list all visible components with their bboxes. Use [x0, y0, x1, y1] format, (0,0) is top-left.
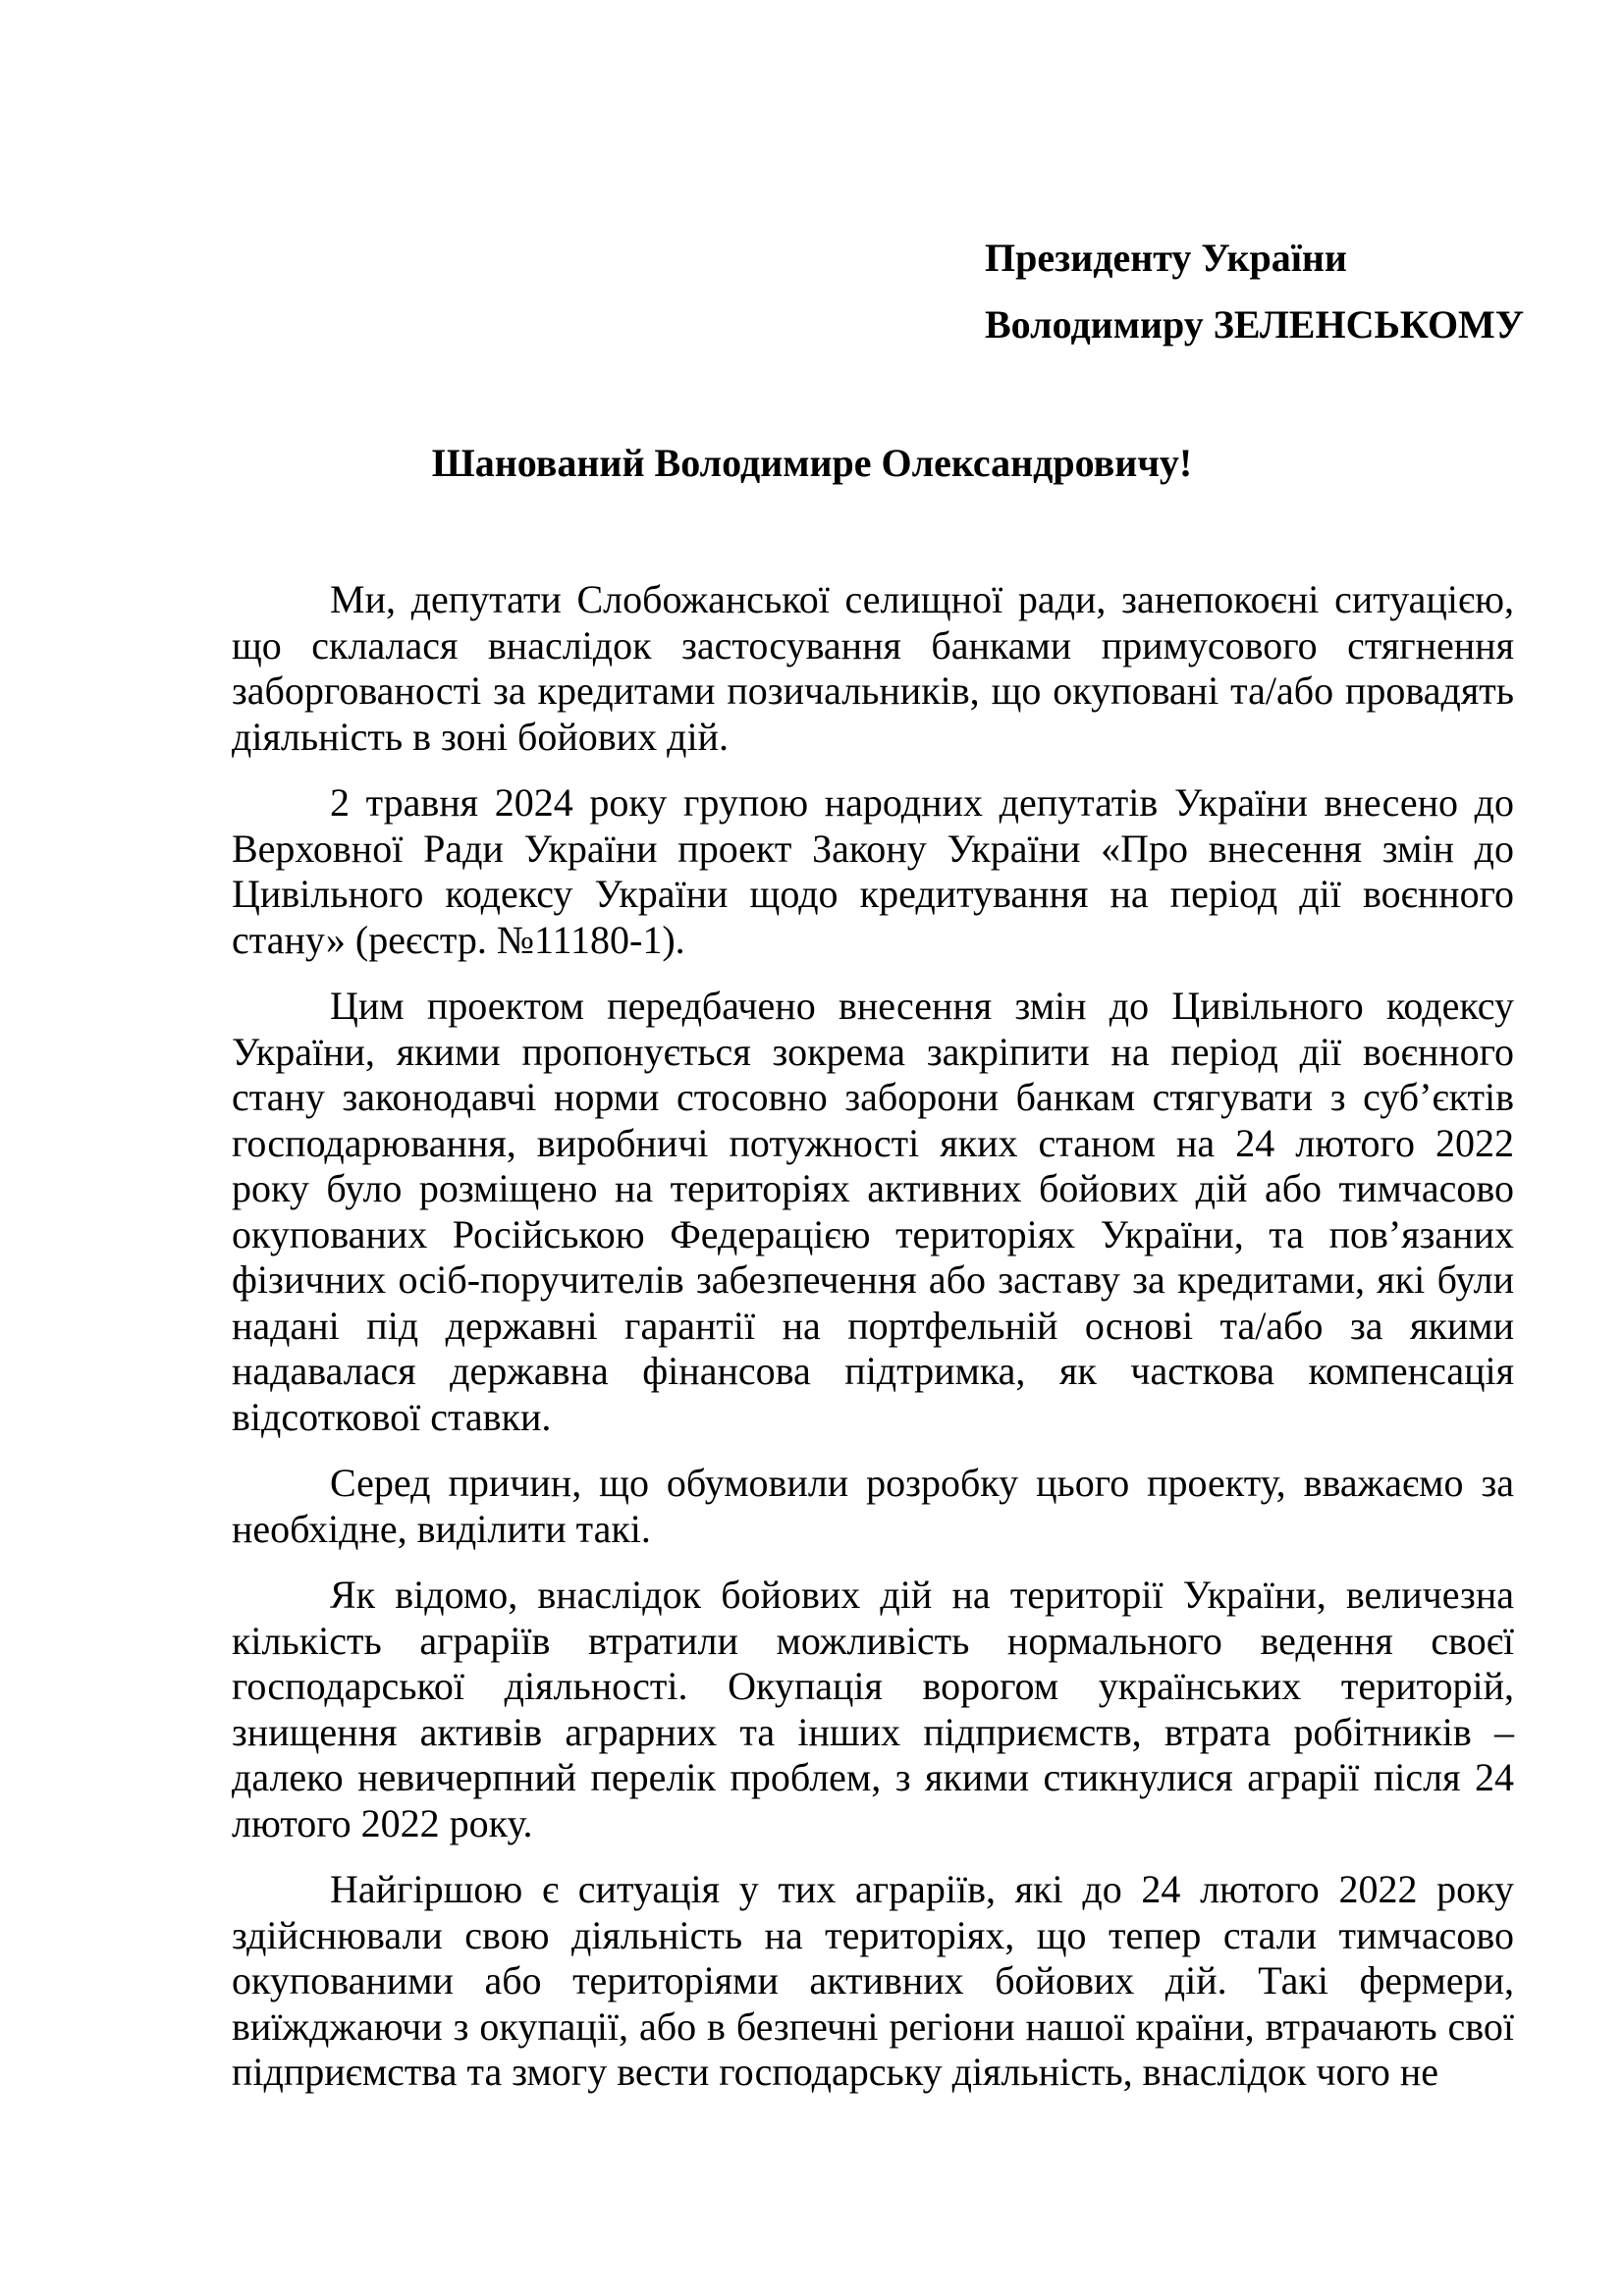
- paragraph: Найгіршою є ситуація у тих аграріїв, які до 24 лютого 2022 року здійснювали свою діяльність на територіях, що тепер стали тимчасово окупованими або територіями активних бойових дій. Такі фермери, виїжджаючи з окупації, або в безпечні регіони нашої країни, втрачають свої підприємства та змогу вести господарську діяльність, внаслідок чого не: [232, 1867, 1514, 2094]
- addressee-block: [985, 236, 1525, 347]
- letter-body: [232, 577, 1514, 2116]
- salutation: Шанований Володимире Олександровичу!: [431, 441, 1193, 485]
- paragraph: Цим проектом передбачено внесення змін до Цивільного кодексу України, якими пропонується зокрема закріпити на період дії воєнного стану законодавчі норми стосовно заборони банкам стягувати з суб’єктів господарювання, виробничі потужності яких станом на 24 лютого 2022 року було розміщено на територіях активних бойових дій або тимчасово окупованих Російською Федерацією територіях України, та пов’язаних фізичних осіб-поручителів забезпечення або заставу за кредитами, які були надані під державні гарантії на портфельній основі та/або за якими надавалася державна фінансова підтримка, як часткова компенсація відсоткової ставки.: [232, 984, 1514, 1439]
- paragraph: Як відомо, внаслідок бойових дій на території України, величезна кількість аграріїв втратили можливість нормального ведення своєї господарської діяльності. Окупація ворогом українських територій, знищення активів аграрних та інших підприємств, втрата робітників – далеко невичерпний перелік проблем, з якими стикнулися аграрії після 24 лютого 2022 року.: [232, 1573, 1514, 1845]
- addressee-title: Президенту України: [985, 236, 1347, 280]
- paragraph: 2 травня 2024 року групою народних депутатів України внесено до Верховної Ради України проект Закону України «Про внесення змін до Цивільного кодексу України щодо кредитування на період дії воєнного стану» (реєстр. №11180-1).: [232, 780, 1514, 962]
- paragraph: Ми, депутати Слобожанської селищної ради, занепокоєні ситуацією, що склалася внаслідок застосування банками примусового стягнення заборгованості за кредитами позичальників, що окуповані та/або провадять діяльність в зоні бойових дій.: [232, 577, 1514, 759]
- paragraph: Серед причин, що обумовили розробку цього проекту, вважаємо за необхідне, виділити такі.: [232, 1461, 1514, 1551]
- addressee-name: Володимиру ЗЕЛЕНСЬКОМУ: [985, 302, 1525, 347]
